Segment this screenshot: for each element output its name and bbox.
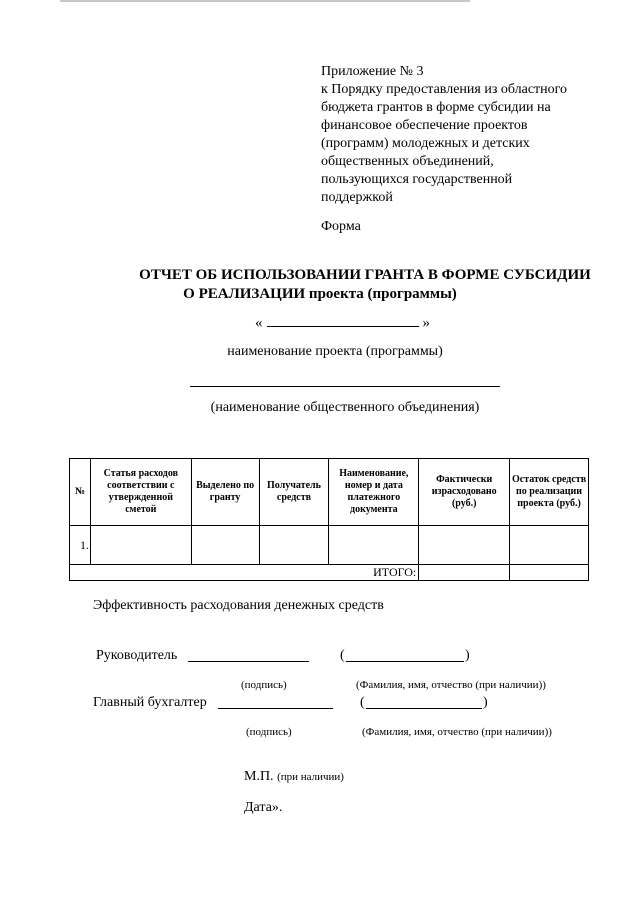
accountant-label: Главный бухгалтер bbox=[93, 695, 207, 710]
accountant-signature-blank[interactable] bbox=[218, 707, 333, 709]
report-title bbox=[0, 266, 640, 304]
total-actual-cell[interactable] bbox=[419, 565, 510, 581]
quote-open: « bbox=[255, 315, 263, 331]
table-cell[interactable] bbox=[419, 526, 510, 565]
paren-open: ( bbox=[340, 648, 345, 663]
table-cell[interactable] bbox=[329, 526, 419, 565]
total-remainder-cell[interactable] bbox=[510, 565, 589, 581]
form-label: Форма bbox=[321, 219, 361, 234]
table-total-row bbox=[70, 565, 589, 581]
efficiency-label: Эффективность расходования денежных средств bbox=[93, 598, 384, 613]
report-title-line1: ОТЧЕТ ОБ ИСПОЛЬЗОВАНИИ ГРАНТА В ФОРМЕ СУБСИДИИ bbox=[139, 267, 591, 283]
scan-top-edge bbox=[60, 0, 470, 2]
accountant-sign-caption: (подпись) bbox=[246, 726, 292, 738]
report-title-line2: О РЕАЛИЗАЦИИ проекта (программы) bbox=[183, 286, 457, 302]
quote-close: » bbox=[422, 315, 430, 331]
appendix-line: общественных объединений, bbox=[321, 154, 494, 169]
stamp-place bbox=[244, 769, 344, 785]
stamp-note: (при наличии) bbox=[277, 771, 344, 783]
table-cell[interactable] bbox=[259, 526, 329, 565]
paren-close: ) bbox=[483, 695, 488, 710]
head-name-caption: (Фамилия, имя, отчество (при наличии)) bbox=[356, 679, 546, 691]
col-header-recipient: Получатель средств bbox=[259, 459, 329, 526]
col-header-expense-item: Статья расходов соответствии с утвержденной сметой bbox=[90, 459, 191, 526]
project-name-blank[interactable] bbox=[267, 314, 419, 327]
accountant-name-blank[interactable] bbox=[366, 707, 482, 709]
paren-close: ) bbox=[465, 648, 470, 663]
head-sign-caption: (подпись) bbox=[241, 679, 287, 691]
appendix-line: (программ) молодежных и детских bbox=[321, 136, 530, 151]
paren-open: ( bbox=[360, 695, 365, 710]
table-cell[interactable] bbox=[90, 526, 191, 565]
head-name-blank[interactable] bbox=[346, 660, 464, 662]
table-cell-number: 1. bbox=[70, 526, 91, 565]
org-name-blank[interactable] bbox=[190, 386, 500, 387]
project-name-caption: наименование проекта (программы) bbox=[227, 344, 443, 359]
table-row bbox=[70, 526, 589, 565]
project-name-field[interactable] bbox=[255, 314, 430, 332]
head-label: Руководитель bbox=[96, 648, 178, 663]
appendix-line: Приложение № 3 bbox=[321, 64, 424, 79]
col-header-payment-doc: Наименование, номер и дата платежного документа bbox=[329, 459, 419, 526]
table-cell[interactable] bbox=[510, 526, 589, 565]
col-header-number: № bbox=[70, 459, 91, 526]
appendix-line: пользующихся государственной bbox=[321, 172, 513, 187]
table-cell[interactable] bbox=[191, 526, 259, 565]
appendix-line: к Порядку предоставления из областного bbox=[321, 82, 568, 97]
org-name-caption: (наименование общественного объединения) bbox=[210, 400, 480, 415]
accountant-name-caption: (Фамилия, имя, отчество (при наличии)) bbox=[362, 726, 552, 738]
total-label: ИТОГО: bbox=[70, 565, 419, 581]
col-header-remainder: Остаток средств по реализации проекта (руб.) bbox=[510, 459, 589, 526]
report-table bbox=[69, 458, 589, 581]
date-label: Дата». bbox=[244, 800, 283, 815]
appendix-line: бюджета грантов в форме субсидии на bbox=[321, 100, 551, 115]
stamp-label: М.П. bbox=[244, 769, 274, 784]
col-header-allocated: Выделено по гранту bbox=[191, 459, 259, 526]
table-header-row bbox=[70, 459, 589, 526]
head-signature-blank[interactable] bbox=[188, 660, 309, 662]
col-header-actual-spent: Фактически израсходовано (руб.) bbox=[419, 459, 510, 526]
appendix-header bbox=[321, 63, 611, 207]
appendix-line: поддержкой bbox=[321, 190, 393, 205]
appendix-line: финансовое обеспечение проектов bbox=[321, 118, 528, 133]
